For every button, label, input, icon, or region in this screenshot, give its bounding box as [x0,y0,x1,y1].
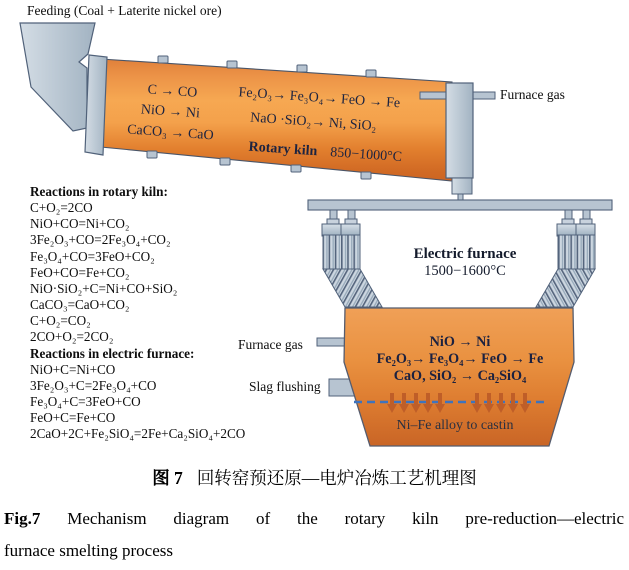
kiln-formula-iron-chain: Fe₂O₃→ Fe₃O₄→ FeO → Fe [238,85,401,112]
electric-reaction: FeO+C=Fe+CO [30,410,116,426]
discharge-neck [452,178,472,194]
support-beam [308,200,612,210]
reactions-list [30,184,245,443]
caption-chinese-text: 回转窑预还原—电炉冶炼工艺机理图 [196,468,477,488]
rotary-reaction: FeO+CO=Fe+CO₂ [30,264,130,280]
feeding-label: Feeding (Coal + Laterite nickel ore) [27,3,222,18]
feeding-hopper [20,23,95,131]
electrode-assembly-right [536,210,595,307]
rotary-reaction: 3Fe₂O₃+CO=2Fe₃O₄+CO₂ [30,232,171,248]
furnace-gas-pipe-left [317,338,345,346]
kiln-formula-nio-ni: NiO → Ni [140,102,201,122]
kiln-formula-caco3-cao: CaCO₃ → CaO [126,122,215,144]
rotary-reactions-title: Reactions in rotary kiln: [30,184,168,199]
slag-flushing-label: Slag flushing [249,379,321,394]
electric-reaction: NiO+C=Ni+CO [30,361,116,377]
caption-english-text1: Mechanism diagram of the rotary kiln pre-reduction—electric [67,509,625,528]
furnace-formula-nio-ni: NiO → Ni [429,334,491,350]
electrode-assembly-left [322,210,382,307]
electric-furnace-temperature: 1500−1600°C [424,263,506,279]
furnace-formula-iron-chain: Fe₂O₃→ Fe₃O₄→ FeO → Fe [376,351,544,367]
electric-furnace-name: Electric furnace [413,246,517,262]
rotary-reaction: NiO+CO=Ni+CO₂ [30,216,130,232]
rotary-reaction: Fe₃O₄+CO=3FeO+CO₂ [30,248,155,264]
rotary-reaction: NiO·SiO₂+C=Ni+CO+SiO₂ [30,280,178,296]
caption-english-line2: furnace smelting process [4,541,173,560]
rotary-reaction: C+O₂=2CO [30,200,93,216]
caption-english-line1 [4,509,624,529]
rotary-kiln-temperature: 850−1000°C [329,145,403,166]
kiln-end-plate [85,55,107,155]
kiln-formula-nao-sio2: NaO ·SiO₂→ Ni, SiO₂ [249,110,377,135]
caption-chinese-number: 图 7 [152,468,183,488]
furnace-gas-left-label: Furnace gas [238,337,303,352]
rotary-reaction: C+O₂=CO₂ [30,313,91,329]
caption-chinese [0,465,629,490]
rotary-kiln-label: Rotary kiln [248,139,318,160]
furnace-gas-top-label: Furnace gas [500,87,565,102]
rotary-reaction: CaCO₃=CaO+CO₂ [30,297,130,313]
discharge-chute [446,83,473,178]
electric-reaction: 3Fe₂O₃+C=2Fe₃O₄+CO [30,377,157,393]
caption-english-number: Fig.7 [4,509,41,528]
electric-reaction: 2CaO+2C+Fe₂SiO₄=2Fe+Ca₂SiO₄+2CO [30,426,246,442]
kiln-formula-c-co: C → CO [147,82,198,101]
electric-reaction: Fe₃O₄+C=3FeO+CO [30,394,141,410]
rotary-reaction: 2CO+O₂=2CO₂ [30,329,114,345]
alloy-to-casting-label: Ni–Fe alloy to castin [396,418,514,433]
electric-reactions-title: Reactions in electric furnace: [30,345,195,361]
furnace-formula-ca2sio4: CaO, SiO₂ → Ca₂SiO₄ [393,368,527,384]
